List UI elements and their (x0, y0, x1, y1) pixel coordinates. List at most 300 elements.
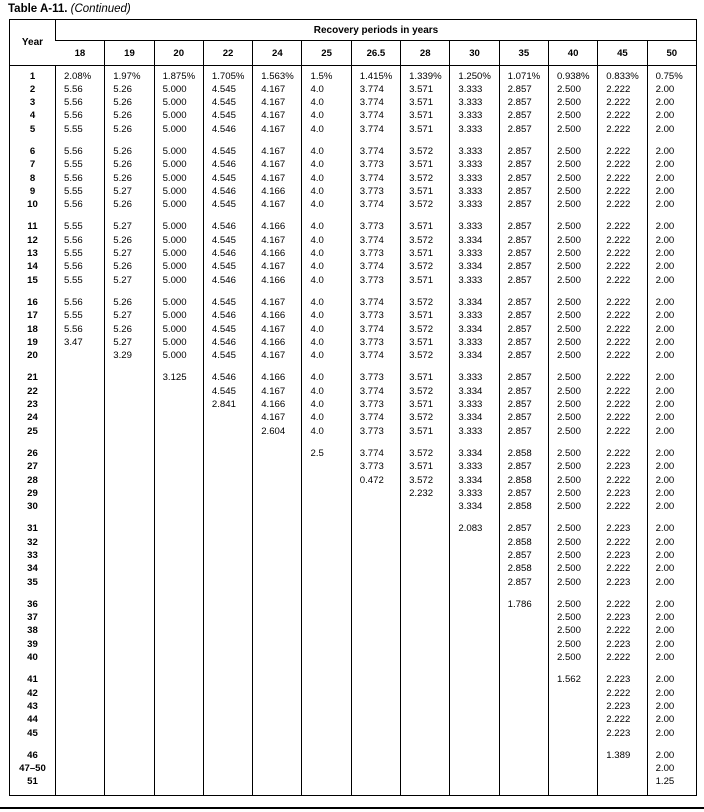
value-cell: 4.545 (203, 145, 252, 158)
value-cell: 2.00 (647, 727, 696, 740)
empty-cell (548, 362, 597, 371)
value-cell: 2.500 (548, 562, 597, 575)
value-cell (548, 700, 597, 713)
value-cell: 4.545 (203, 385, 252, 398)
empty-cell (548, 664, 597, 673)
value-cell: 2.857 (499, 172, 548, 185)
value-cell: 3.333 (450, 336, 499, 349)
value-cell: 5.000 (154, 323, 203, 336)
value-cell (154, 474, 203, 487)
value-cell (56, 385, 105, 398)
value-cell (56, 651, 105, 664)
value-cell (56, 371, 105, 384)
empty-cell (105, 136, 154, 145)
value-cell (105, 371, 154, 384)
value-cell: 2.00 (647, 549, 696, 562)
value-cell: 5.000 (154, 349, 203, 362)
value-cell: 5.56 (56, 296, 105, 309)
value-cell (105, 562, 154, 575)
empty-cell (154, 589, 203, 598)
table-row (10, 385, 697, 398)
value-cell: 2.00 (647, 447, 696, 460)
table-row (10, 576, 697, 589)
value-cell: 2.00 (647, 598, 696, 611)
value-cell: 2.222 (598, 651, 647, 664)
value-cell: 3.333 (450, 247, 499, 260)
value-cell: 4.546 (203, 336, 252, 349)
value-cell (105, 487, 154, 500)
value-cell: 3.774 (351, 323, 400, 336)
value-cell: 2.00 (647, 522, 696, 535)
table-row (10, 309, 697, 322)
value-cell (499, 611, 548, 624)
value-cell: 5.56 (56, 260, 105, 273)
value-cell (351, 549, 400, 562)
value-cell (154, 687, 203, 700)
value-cell: 3.774 (351, 260, 400, 273)
empty-cell (450, 513, 499, 522)
value-cell: 2.222 (598, 371, 647, 384)
empty-cell (105, 664, 154, 673)
table-row (10, 234, 697, 247)
value-cell: 5.000 (154, 274, 203, 287)
value-cell (203, 522, 252, 535)
value-cell: 4.0 (302, 385, 351, 398)
value-cell: 2.00 (647, 247, 696, 260)
empty-cell (450, 438, 499, 447)
year-cell: 33 (27, 550, 38, 561)
empty-cell (351, 740, 400, 749)
value-cell (154, 500, 203, 513)
value-cell: 2.00 (647, 234, 696, 247)
empty-cell (548, 740, 597, 749)
value-cell (351, 762, 400, 775)
value-cell: 4.167 (253, 172, 302, 185)
value-cell (154, 775, 203, 788)
value-cell: 0.472 (351, 474, 400, 487)
value-cell (253, 775, 302, 788)
value-cell: 1.25 (647, 775, 696, 788)
value-cell: 2.857 (499, 109, 548, 122)
value-cell (351, 562, 400, 575)
year-cell: 8 (29, 172, 36, 184)
value-cell: 3.571 (401, 123, 450, 136)
table-row (10, 460, 697, 473)
value-cell: 3.333 (450, 398, 499, 411)
column-header: 50 (647, 41, 696, 66)
value-cell: 4.167 (253, 109, 302, 122)
value-cell: 5.26 (105, 109, 154, 122)
value-cell (401, 700, 450, 713)
value-cell: 0.75% (647, 70, 696, 83)
table-row (10, 487, 697, 500)
table-row (10, 713, 697, 726)
value-cell: 2.222 (598, 385, 647, 398)
value-cell (450, 624, 499, 637)
value-cell (154, 638, 203, 651)
value-cell (105, 536, 154, 549)
value-cell: 2.857 (499, 83, 548, 96)
value-cell: 4.166 (253, 247, 302, 260)
empty-cell (10, 438, 56, 447)
table-row (10, 185, 697, 198)
value-cell (105, 651, 154, 664)
empty-cell (105, 438, 154, 447)
empty-cell (105, 740, 154, 749)
value-cell: 2.00 (647, 687, 696, 700)
column-header: 18 (56, 41, 105, 66)
value-cell: 2.500 (548, 576, 597, 589)
value-cell (154, 385, 203, 398)
year-cell: 22 (27, 385, 38, 397)
value-cell: 5.26 (105, 83, 154, 96)
value-cell (105, 398, 154, 411)
value-cell (253, 474, 302, 487)
year-cell: 31 (27, 523, 38, 535)
value-cell: 4.167 (253, 198, 302, 211)
value-cell (450, 727, 499, 740)
table-row (10, 624, 697, 637)
value-cell: 2.500 (548, 536, 597, 549)
year-cell: 51 (27, 776, 38, 788)
value-cell: 2.857 (499, 274, 548, 287)
value-cell: 2.00 (647, 83, 696, 96)
empty-cell (56, 362, 105, 371)
value-cell (56, 638, 105, 651)
group-gap-row (10, 740, 697, 749)
value-cell: 2.222 (598, 624, 647, 637)
value-cell: 2.222 (598, 398, 647, 411)
table-row (10, 411, 697, 424)
value-cell: 4.0 (302, 172, 351, 185)
value-cell: 3.773 (351, 158, 400, 171)
value-cell: 1.562 (548, 673, 597, 686)
value-cell (253, 624, 302, 637)
value-cell (203, 425, 252, 438)
value-cell: 3.333 (450, 274, 499, 287)
value-cell (203, 687, 252, 700)
value-cell: 4.167 (253, 323, 302, 336)
value-cell: 4.0 (302, 371, 351, 384)
empty-cell (105, 589, 154, 598)
empty-cell (401, 362, 450, 371)
value-cell: 1.97% (105, 70, 154, 83)
value-cell (302, 576, 351, 589)
spacer-row (10, 789, 697, 796)
value-cell (105, 673, 154, 686)
value-cell: 2.222 (598, 145, 647, 158)
value-cell: 2.222 (598, 562, 647, 575)
value-cell: 2.222 (598, 713, 647, 726)
value-cell: 2.500 (548, 296, 597, 309)
value-cell: 2.00 (647, 487, 696, 500)
depreciation-rate-table (9, 19, 697, 796)
value-cell (56, 700, 105, 713)
value-cell (401, 611, 450, 624)
value-cell (154, 425, 203, 438)
value-cell (548, 727, 597, 740)
empty-cell (203, 438, 252, 447)
value-cell: 2.857 (499, 220, 548, 233)
value-cell (302, 598, 351, 611)
empty-cell (450, 789, 499, 796)
value-cell: 5.000 (154, 145, 203, 158)
value-cell: 1.071% (499, 70, 548, 83)
value-cell: 3.572 (401, 234, 450, 247)
value-cell (253, 460, 302, 473)
value-cell (203, 474, 252, 487)
year-cell: 1 (29, 70, 36, 82)
value-cell: 2.500 (548, 398, 597, 411)
value-cell (56, 522, 105, 535)
value-cell (401, 598, 450, 611)
empty-cell (10, 362, 56, 371)
value-cell: 4.0 (302, 96, 351, 109)
value-cell: 2.857 (499, 234, 548, 247)
empty-cell (401, 789, 450, 796)
empty-cell (302, 740, 351, 749)
value-cell: 5.000 (154, 220, 203, 233)
value-cell: 4.166 (253, 185, 302, 198)
value-cell: 3.125 (154, 371, 203, 384)
value-cell: 4.166 (253, 371, 302, 384)
value-cell (105, 500, 154, 513)
empty-cell (647, 513, 696, 522)
value-cell (351, 598, 400, 611)
value-cell: 5.26 (105, 234, 154, 247)
value-cell: 2.222 (598, 247, 647, 260)
value-cell (154, 549, 203, 562)
value-cell (302, 775, 351, 788)
value-cell: 0.833% (598, 70, 647, 83)
value-cell (401, 749, 450, 762)
table-row (10, 425, 697, 438)
value-cell (351, 487, 400, 500)
empty-cell (401, 438, 450, 447)
value-cell: 3.571 (401, 309, 450, 322)
group-gap-row (10, 438, 697, 447)
value-cell: 3.571 (401, 336, 450, 349)
value-cell (105, 576, 154, 589)
year-column-header: Year (10, 20, 56, 66)
value-cell: 3.333 (450, 83, 499, 96)
value-cell: 5.26 (105, 323, 154, 336)
value-cell (203, 576, 252, 589)
value-cell (154, 522, 203, 535)
value-cell: 2.00 (647, 109, 696, 122)
empty-cell (105, 287, 154, 296)
value-cell: 4.0 (302, 336, 351, 349)
value-cell: 2.858 (499, 474, 548, 487)
value-cell: 2.857 (499, 158, 548, 171)
value-cell: 3.571 (401, 460, 450, 473)
value-cell: 2.00 (647, 336, 696, 349)
value-cell: 3.773 (351, 371, 400, 384)
value-cell: 1.786 (499, 598, 548, 611)
value-cell: 3.774 (351, 123, 400, 136)
value-cell: 2.500 (548, 624, 597, 637)
table-row (10, 762, 697, 775)
table-title-prefix: Table A-11. (8, 3, 68, 15)
empty-cell (56, 789, 105, 796)
value-cell: 2.00 (647, 624, 696, 637)
empty-cell (598, 664, 647, 673)
value-cell (351, 500, 400, 513)
value-cell (253, 576, 302, 589)
empty-cell (203, 513, 252, 522)
table-row (10, 522, 697, 535)
value-cell (302, 522, 351, 535)
table-row (10, 109, 697, 122)
value-cell: 3.334 (450, 385, 499, 398)
value-cell: 2.500 (548, 522, 597, 535)
value-cell: 4.545 (203, 349, 252, 362)
value-cell (203, 411, 252, 424)
value-cell: 5.55 (56, 220, 105, 233)
year-cell: 37 (27, 612, 38, 624)
empty-cell (351, 664, 400, 673)
empty-cell (154, 211, 203, 220)
value-cell: 2.00 (647, 296, 696, 309)
value-cell: 5.55 (56, 309, 105, 322)
group-gap-row (10, 664, 697, 673)
value-cell: 4.0 (302, 247, 351, 260)
value-cell (56, 775, 105, 788)
column-header: 45 (598, 41, 647, 66)
column-header: 19 (105, 41, 154, 66)
empty-cell (499, 438, 548, 447)
value-cell: 2.500 (548, 185, 597, 198)
value-cell: 2.500 (548, 145, 597, 158)
empty-cell (598, 211, 647, 220)
value-cell: 2.223 (598, 576, 647, 589)
value-cell (154, 536, 203, 549)
value-cell: 5.26 (105, 158, 154, 171)
empty-cell (450, 664, 499, 673)
empty-cell (203, 789, 252, 796)
year-cell: 11 (27, 221, 38, 233)
value-cell: 3.333 (450, 158, 499, 171)
value-cell (203, 727, 252, 740)
value-cell (203, 500, 252, 513)
value-cell: 2.857 (499, 425, 548, 438)
value-cell: 2.500 (548, 123, 597, 136)
year-cell: 20 (27, 350, 38, 362)
empty-cell (302, 789, 351, 796)
value-cell: 4.0 (302, 274, 351, 287)
empty-cell (647, 664, 696, 673)
empty-cell (499, 287, 548, 296)
value-cell (351, 713, 400, 726)
value-cell (154, 460, 203, 473)
value-cell (401, 576, 450, 589)
table-title (8, 3, 704, 16)
value-cell: 2.500 (548, 474, 597, 487)
value-cell: 2.00 (647, 323, 696, 336)
value-cell (351, 749, 400, 762)
group-gap-row (10, 513, 697, 522)
value-cell: 2.500 (548, 385, 597, 398)
value-cell: 3.572 (401, 260, 450, 273)
value-cell: 3.334 (450, 260, 499, 273)
value-cell (450, 775, 499, 788)
value-cell: 4.0 (302, 296, 351, 309)
column-header: 25 (302, 41, 351, 66)
empty-cell (598, 513, 647, 522)
empty-cell (253, 513, 302, 522)
value-cell: 2.00 (647, 562, 696, 575)
value-cell: 2.500 (548, 274, 597, 287)
value-cell (499, 727, 548, 740)
empty-cell (499, 362, 548, 371)
table-row (10, 349, 697, 362)
value-cell: 3.334 (450, 296, 499, 309)
value-cell: 2.00 (647, 158, 696, 171)
value-cell: 3.773 (351, 336, 400, 349)
empty-cell (499, 789, 548, 796)
value-cell (56, 500, 105, 513)
value-cell: 3.572 (401, 411, 450, 424)
column-header: 35 (499, 41, 548, 66)
value-cell (105, 638, 154, 651)
value-cell: 2.857 (499, 349, 548, 362)
value-cell: 3.571 (401, 371, 450, 384)
value-cell: 5.26 (105, 172, 154, 185)
year-cell: 16 (27, 296, 38, 308)
value-cell: 5.56 (56, 83, 105, 96)
value-cell: 3.773 (351, 220, 400, 233)
value-cell (105, 411, 154, 424)
group-gap-row (10, 287, 697, 296)
year-cell: 18 (27, 323, 38, 335)
empty-cell (647, 740, 696, 749)
value-cell (154, 398, 203, 411)
value-cell: 5.000 (154, 234, 203, 247)
empty-cell (401, 211, 450, 220)
value-cell: 5.55 (56, 274, 105, 287)
empty-cell (548, 211, 597, 220)
value-cell (401, 727, 450, 740)
value-cell: 3.774 (351, 349, 400, 362)
value-cell (401, 687, 450, 700)
value-cell: 5.27 (105, 220, 154, 233)
value-cell: 4.545 (203, 96, 252, 109)
empty-cell (499, 664, 548, 673)
value-cell (351, 687, 400, 700)
value-cell: 2.223 (598, 638, 647, 651)
value-cell: 2.857 (499, 198, 548, 211)
value-cell (548, 762, 597, 775)
value-cell: 5.000 (154, 83, 203, 96)
value-cell: 3.571 (401, 83, 450, 96)
value-cell (56, 460, 105, 473)
value-cell: 2.857 (499, 385, 548, 398)
empty-cell (401, 664, 450, 673)
table-row (10, 172, 697, 185)
value-cell: 5.56 (56, 145, 105, 158)
value-cell: 3.572 (401, 172, 450, 185)
value-cell (499, 749, 548, 762)
empty-cell (351, 362, 400, 371)
empty-cell (203, 136, 252, 145)
value-cell (401, 673, 450, 686)
value-cell: 3.774 (351, 385, 400, 398)
empty-cell (351, 513, 400, 522)
value-cell: 3.774 (351, 96, 400, 109)
value-cell: 2.00 (647, 260, 696, 273)
empty-cell (401, 740, 450, 749)
value-cell: 4.167 (253, 385, 302, 398)
